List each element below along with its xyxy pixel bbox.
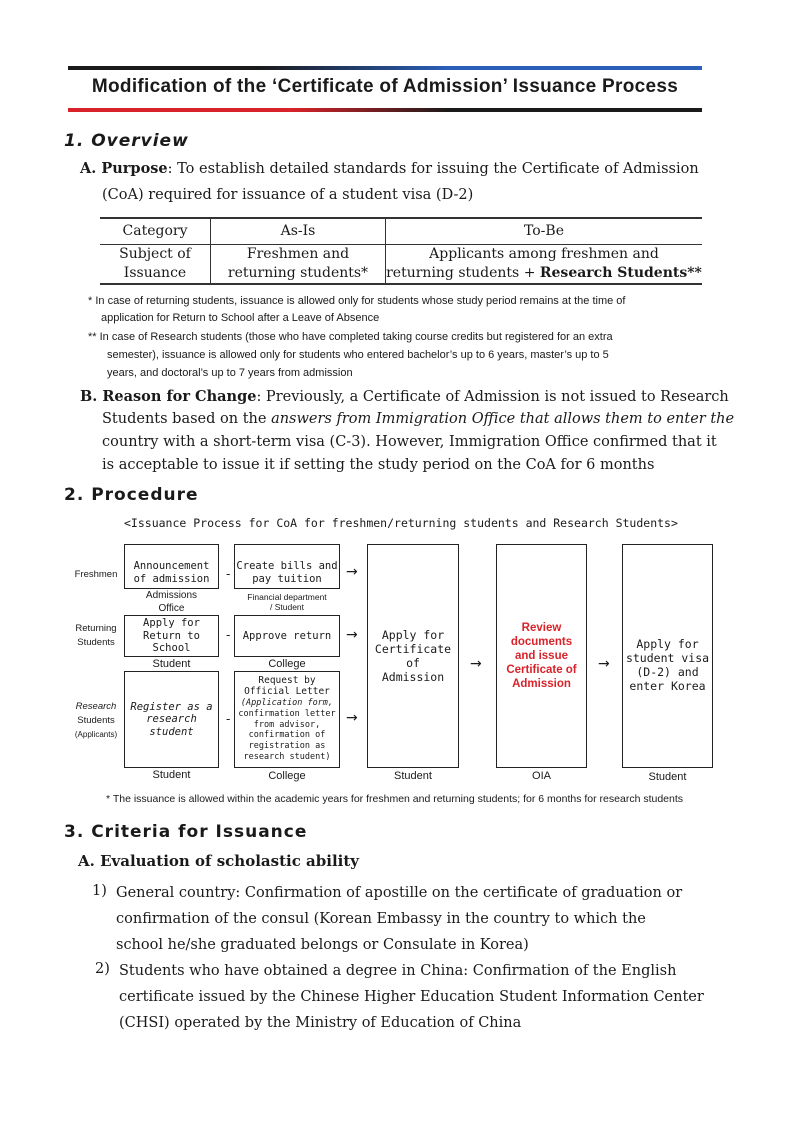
row-label-text: Students: [77, 637, 115, 648]
criteria-subheading: A. Evaluation of scholastic ability: [78, 852, 359, 870]
purpose-text: : To establish detailed standards for issuing the Certificate of Admission: [167, 161, 699, 177]
box-apply-visa: [622, 544, 713, 768]
comparison-table: [100, 217, 702, 285]
box-text: (Application form,: [240, 697, 334, 708]
box-request-official-letter: [234, 671, 340, 768]
label-oia: OIA: [532, 770, 551, 782]
label-college-r2: College: [268, 658, 306, 670]
cell-text: Freshmen and: [246, 246, 350, 262]
label-admissions-office: [124, 589, 219, 615]
label-text: Office: [158, 603, 185, 614]
box-apply-coa: [367, 544, 459, 768]
criteria-item1-number: 1): [92, 883, 107, 899]
reason-label: B. Reason for Change: [80, 388, 257, 405]
reason-line2: [102, 408, 734, 431]
cell-text: Applicants among freshmen and: [429, 246, 659, 262]
table-cell-as-is: [211, 245, 386, 285]
label-student-b3: Student: [394, 770, 432, 782]
box-text: research: [146, 713, 197, 726]
box-text: Admission: [512, 678, 571, 690]
label-student-s1: Student: [152, 769, 191, 781]
criteria-item2-line: (CHSI) operated by the Ministry of Education of China: [119, 1015, 522, 1031]
box-announcement: [124, 544, 219, 589]
label-text: Financial department: [247, 592, 327, 602]
box-text: confirmation letter: [238, 708, 336, 719]
arrow-right-icon: →: [346, 564, 358, 580]
box-apply-return: [124, 615, 219, 657]
reason-text-italic: answers from Immigration Office that allows them to enter the: [271, 411, 735, 427]
box-approve-return: Approve return: [234, 615, 340, 657]
box-text: (D-2) and: [636, 665, 699, 679]
criteria-item2-line: certificate issued by the Chinese Higher Education Student Information Center: [119, 989, 704, 1005]
purpose-label: A. Purpose: [80, 160, 168, 177]
reason-line3: country with a short-term visa (C-3). However, Immigration Office confirmed that it: [102, 434, 717, 450]
criteria-item2-line: Students who have obtained a degree in China: Confirmation of the English: [119, 963, 677, 979]
row-label-freshmen: Freshmen: [74, 569, 118, 580]
note-research-l3: years, and doctoral’s up to 7 years from admission: [107, 367, 353, 379]
box-text: Apply for: [381, 628, 445, 642]
criteria-item1-line: General country: Confirmation of apostille on the certificate of graduation or: [116, 885, 683, 901]
box-text: Apply for: [143, 617, 200, 630]
label-student-b5: Student: [648, 771, 687, 783]
box-text: Apply for: [636, 637, 699, 651]
criteria-item2: [119, 958, 704, 1036]
box-text: Admission: [381, 670, 445, 684]
row-label-research: [68, 700, 124, 742]
reason-line4: is acceptable to issue it if setting the study period on the CoA for 6 months: [102, 457, 655, 473]
box-text: confirmation of: [248, 730, 326, 741]
criteria-item1-line: school he/she graduated belongs or Consulate in Korea): [116, 937, 529, 953]
box-text: student: [149, 725, 194, 738]
procedure-footnote: * The issuance is allowed within the academic years for freshmen and returning students; for 6 months for research students: [106, 793, 684, 805]
box-text: Official Letter: [244, 686, 330, 698]
purpose-line2: (CoA) required for issuance of a student visa (D-2): [102, 187, 474, 203]
box-text: enter Korea: [629, 679, 706, 693]
cell-text-bold: Research Students**: [539, 265, 702, 281]
overview-heading: [64, 131, 189, 151]
criteria-item2-number: 2): [95, 961, 110, 977]
box-text: documents: [510, 636, 573, 648]
box-review-issue: [496, 544, 587, 768]
box-text: Return to: [143, 629, 200, 642]
note-returning-l1: * In case of returning students, issuance is allowed only for students whose study period remains at the time of: [88, 295, 626, 307]
cell-text: Issuance: [123, 265, 187, 281]
box-text: student visa: [625, 651, 710, 665]
row-label-text: Students: [77, 715, 115, 726]
box-text: Review: [521, 622, 562, 634]
note-research-l1: ** In case of Research students (those who have completed taking course credits but registered for an extra: [88, 331, 613, 343]
procedure-heading: 2. Procedure: [64, 485, 199, 505]
box-text: pay tuition: [252, 572, 322, 585]
label-text: Admissions: [145, 590, 198, 601]
title-bar-bottom: [68, 108, 702, 112]
box-text: Certificate of: [506, 664, 577, 676]
criteria-item1-line: confirmation of the consul (Korean Embassy in the country to which the: [116, 911, 646, 927]
box-text: from advisor,: [253, 719, 321, 730]
title-bar-top: [68, 66, 702, 70]
connector-dash: -: [226, 712, 231, 726]
row-label-text: Research: [75, 701, 117, 712]
label-financial-dept: [234, 592, 340, 612]
box-text: registration as: [248, 741, 326, 752]
note-returning-l2: application for Return to School after a Leave of Absence: [101, 312, 380, 324]
table-row: [100, 245, 702, 285]
purpose-line1: [80, 157, 699, 181]
box-text: and issue: [514, 650, 569, 662]
criteria-item1: [116, 880, 682, 958]
arrow-right-icon: →: [346, 710, 358, 726]
row-label-text: Returning: [75, 623, 117, 634]
arrow-right-icon: →: [598, 656, 610, 672]
box-text: School: [152, 642, 191, 655]
table-cell-category: [100, 245, 211, 285]
row-label-returning: [68, 622, 124, 650]
criteria-heading: 3. Criteria for Issuance: [64, 822, 308, 842]
connector-dash: -: [226, 628, 231, 642]
box-create-bills: [234, 544, 340, 589]
box-register-research: [124, 671, 219, 768]
label-text: / Student: [269, 602, 305, 612]
label-college-s2: College: [268, 770, 306, 782]
overview-heading-text: 1. Overview: [64, 131, 189, 151]
box-text: Register as a: [130, 700, 213, 713]
table-header-to-be: To-Be: [386, 218, 703, 245]
cell-text: [386, 264, 702, 283]
table-header-row: [100, 218, 702, 245]
cell-text-plain: returning students +: [386, 265, 540, 281]
table-header-as-is: As-Is: [211, 218, 386, 245]
arrow-right-icon: →: [346, 627, 358, 643]
cell-text: returning students*: [227, 265, 369, 281]
box-text: Request by: [258, 675, 316, 687]
procedure-caption: <Issuance Process for CoA for freshmen/returning students and Research Students>: [124, 516, 678, 530]
note-research-l2: semester), issuance is allowed only for students who entered bachelor’s up to 6 years, master’s up to 5: [107, 349, 609, 361]
table-cell-to-be: [386, 245, 703, 285]
table-header-category: Category: [100, 218, 211, 245]
reason-text: : Previously, a Certificate of Admission is not issued to Research: [256, 389, 729, 405]
page-title: Modification of the ‘Certificate of Admission’ Issuance Process: [91, 76, 679, 97]
box-text: of admission: [133, 572, 210, 585]
box-text: Announcement: [133, 560, 210, 572]
arrow-right-icon: →: [470, 656, 482, 672]
row-label-text: (Applicants): [74, 730, 118, 739]
label-student-r1: Student: [152, 658, 191, 670]
box-text: Create bills and: [236, 560, 338, 572]
connector-dash: -: [226, 567, 231, 581]
reason-text-plain: Students based on the: [102, 411, 272, 427]
box-text: Certificate of: [374, 642, 452, 670]
reason-line1: [80, 385, 729, 409]
cell-text: Subject of: [119, 246, 191, 262]
box-text: research student): [243, 751, 331, 762]
